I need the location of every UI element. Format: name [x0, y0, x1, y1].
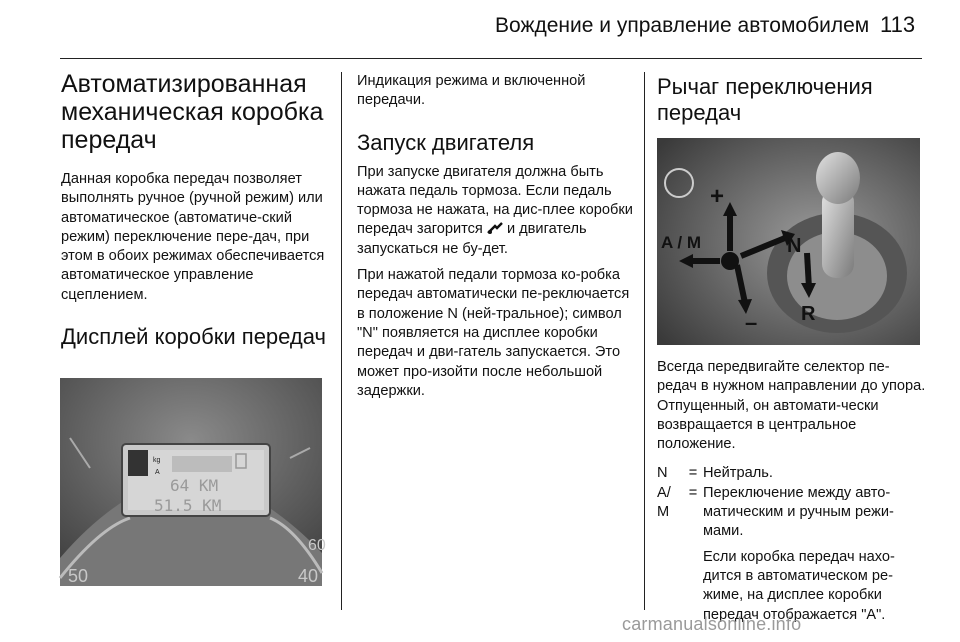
- definition-eq: =: [688, 465, 698, 482]
- paragraph-engine-start-part2: и двигатель запускаться не бу-дет.: [357, 221, 587, 257]
- section-heading-engine-start: Запуск двигателя: [357, 129, 535, 155]
- paragraph-engine-neutral: [357, 266, 635, 401]
- column-3-text: [657, 358, 929, 625]
- definition-row-am: [657, 484, 929, 542]
- paragraph-engine-neutral-part2: (ней-тральное); символ "N" появляется на дисплее коробки передач и дви-гатель запускается. Это может про-изойти после небольшой задержки.: [357, 305, 622, 399]
- lever-label-r: R: [801, 303, 816, 325]
- paragraph-amt-intro: Данная коробка передач позволяет выполнять ручное (ручной режим) или автоматическое (автоматиче-ский режим) переключение пере-дач, при этом в обоих режимах обеспечивается автоматическое управление сцеплением.: [61, 171, 325, 303]
- dash-display-line2: 51.5 KM: [154, 496, 222, 515]
- column-3: [657, 74, 929, 126]
- neutral-symbol: N: [447, 305, 458, 322]
- column-divider: [341, 72, 342, 610]
- header-rule: [60, 58, 922, 59]
- section-heading-gear-lever: Рычаг переключения передач: [657, 74, 873, 125]
- section-heading-display: Дисплей коробки передач: [61, 324, 326, 350]
- brake-pedal-icon: [487, 221, 503, 235]
- dash-indicator-bottom: A: [155, 469, 160, 476]
- definition-desc: Переключение между авто-матическим и ручным режи-мами.: [703, 484, 894, 540]
- definition-eq: =: [688, 484, 698, 501]
- column-divider: [644, 72, 645, 610]
- lever-label-am: A / M: [661, 233, 701, 252]
- column-2: [357, 72, 635, 401]
- definition-row-n: [657, 464, 929, 483]
- dashboard-display-photo: [60, 378, 326, 586]
- column-1: [61, 70, 331, 350]
- lever-label-plus: +: [710, 183, 725, 210]
- paragraph-engine-start: [357, 163, 635, 259]
- gauge-right-number: 40: [298, 566, 319, 586]
- running-header-title: Вождение и управление автомобилем: [495, 14, 870, 37]
- dash-indicator-top: kg: [153, 457, 161, 464]
- page-number: 113: [880, 12, 916, 37]
- gauge-left-number: 50: [68, 566, 89, 586]
- lever-label-minus: –: [745, 310, 758, 335]
- gear-lever-photo: [657, 138, 920, 345]
- paragraph-lever-usage: Всегда передвигайте селектор пе-редач в нужном направлении до упора. Отпущенный, он автомати-чески возвращается в центральное положение.: [657, 359, 926, 453]
- watermark-text: carmanualsonline.info: [622, 614, 802, 634]
- paragraph-engine-neutral-part1: При нажатой педали тормоза ко-робка передач автоматически пе-реключается в положение: [357, 267, 630, 322]
- paragraph-engine-start-part1: При запуске двигателя должна быть нажата педаль тормоза. Если педаль тормоза не нажата, на дис-плее коробки передач загорится: [357, 163, 633, 238]
- definition-extra-note: Если коробка передач нахо-дится в автоматическом ре-жиме, на дисплее коробки передач отображается "A".: [703, 548, 895, 623]
- paragraph-display-indication: Индикация режима и включенной передачи.: [357, 73, 586, 109]
- dash-display-line1: 64 KM: [170, 476, 219, 495]
- gauge-right-top-number: 60: [308, 537, 326, 554]
- definition-desc: Нейтраль.: [703, 465, 773, 482]
- definition-term: N: [657, 465, 668, 482]
- definition-list: [657, 464, 929, 624]
- lever-label-n: N: [787, 235, 802, 257]
- definition-term: A/ M: [657, 484, 671, 521]
- section-heading-amt: Автоматизированная механическая коробка передач: [61, 70, 324, 154]
